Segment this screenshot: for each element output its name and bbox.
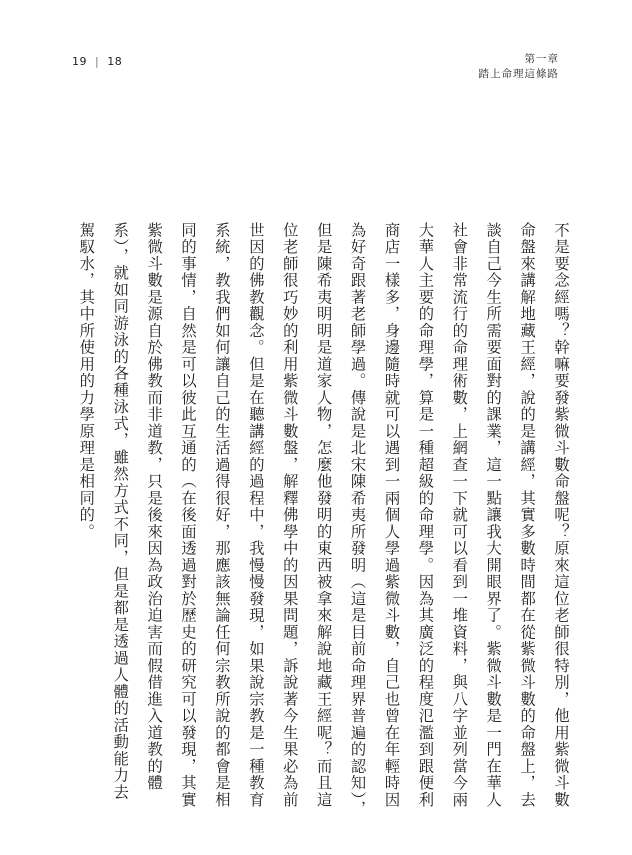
page-number-right: 18 — [107, 55, 123, 68]
text-column: 同的事情，自然是可以彼此互通的（在後面透過對於歷史的研究可以發現，其實 — [179, 222, 198, 809]
text-column: 命盤來講解地藏王經，說的是講經，其實多數時間都在從紫微斗數的命盤上，去 — [518, 222, 537, 809]
text-column: 不是要念經嗎？幹嘛要發紫微斗數命盤呢？原來這位老師很特別，他用紫微斗數 — [552, 222, 570, 809]
chapter-title: 踏上命理這條路 — [478, 68, 559, 80]
text-column: 位老師很巧妙的利用紫微斗數盤，解釋佛學中的因果問題，訴說著今生果必為前 — [280, 222, 299, 809]
running-header — [479, 52, 560, 82]
text-column: 為好奇跟著老師學過。傳說是北宋陳希夷所發明（這是目前命理界普遍的認知）， — [348, 222, 367, 818]
text-column: 商店一樣多，身邊隨時就可以遇到一兩個人學過紫微斗數，自己也曾在年輕時因 — [382, 222, 401, 809]
text-column: 大華人主要的命理學，算是一種超級的命理學。因為其廣泛的程度氾濫到跟便利 — [416, 222, 435, 809]
page-number-separator: | — [95, 55, 100, 68]
text-column: 世因的佛教觀念。但是在聽講經的過程中，我慢慢發現，如果說宗教是一種教育 — [246, 222, 265, 809]
page-numbers — [72, 55, 122, 68]
text-column: 系統，教我們如何讓自己的生活過得很好，那應該無論任何宗教所說的都會是相 — [212, 222, 231, 809]
text-column: 系），就如同游泳的各種泳式，雖然方式不同，但是都是透過人體的活動能力去 — [111, 222, 130, 801]
page-number-left: 19 — [72, 55, 87, 68]
chapter-label: 第一章 — [524, 53, 559, 65]
vertical-body-text — [77, 222, 570, 818]
text-column: 但是陳希夷明明是道家人物，怎麼他發明的東西被拿來解說地藏王經呢？而且這 — [314, 222, 333, 809]
text-column: 談自己今生所需要面對的課業，這一點讓我大開眼界了。紫微斗數是一門在華人 — [484, 222, 503, 809]
text-column: 社會非常流行的命理術數，上網查一下就可以看到一堆資料，與八字並列當今兩 — [450, 222, 469, 809]
text-column: 紫微斗數是源自於佛教而非道教，只是後來因為政治迫害而假借進入道教的體 — [145, 222, 164, 792]
text-column: 駕馭水，其中所使用的力學原理是相同的。 — [77, 222, 96, 541]
